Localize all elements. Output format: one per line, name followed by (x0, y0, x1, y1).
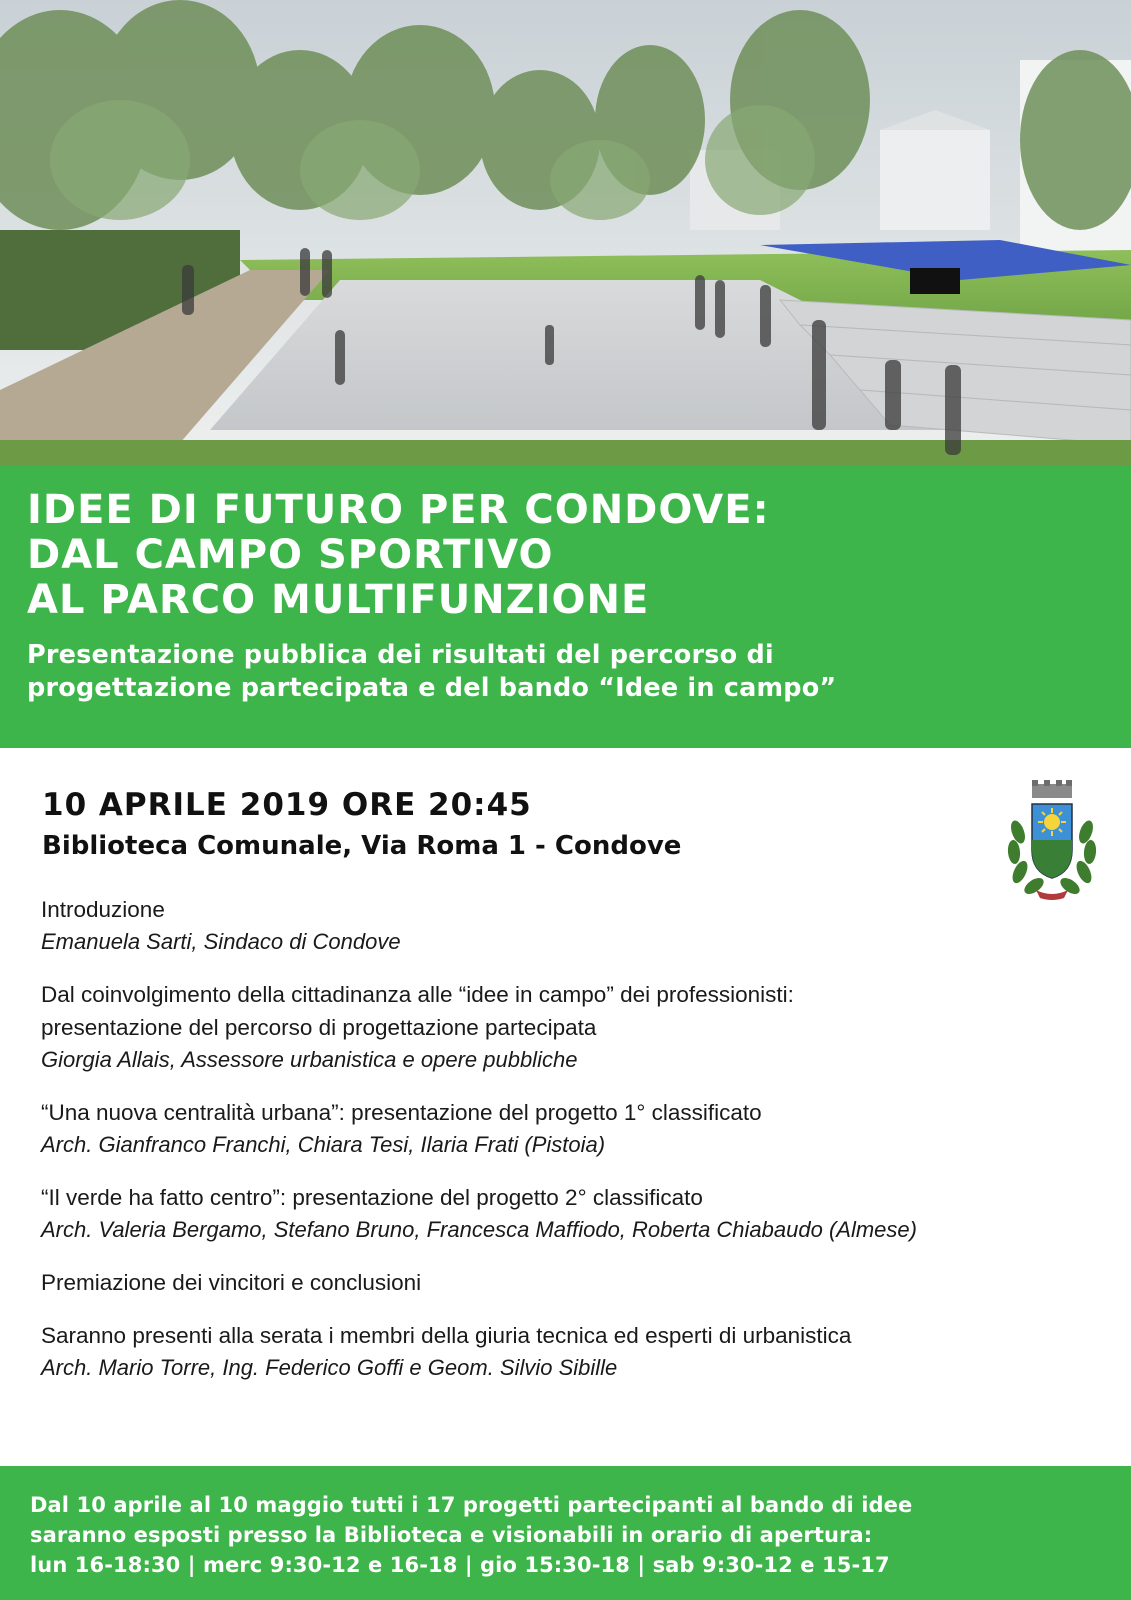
programme-item-title: Saranno presenti alla serata i membri della giuria tecnica ed esperti di urbanistica (41, 1323, 852, 1348)
title-band (0, 466, 1131, 748)
exhibition-info-line: saranno esposti presso la Biblioteca e visionabili in orario di apertura: (30, 1523, 873, 1547)
event-title-line: AL PARCO MULTIFUNZIONE (27, 577, 650, 623)
event-subtitle-line: progettazione partecipata e del bando “Idee in campo” (27, 673, 837, 703)
programme-item-title: Premiazione dei vincitori e conclusioni (41, 1270, 422, 1295)
programme-item (41, 1096, 1101, 1161)
park-rendering-image (0, 0, 1131, 466)
municipal-crest-icon (1002, 780, 1102, 902)
programme-item (41, 893, 1101, 958)
programme-item-title: Introduzione (41, 897, 165, 922)
programme-item-speaker: Emanuela Sarti, Sindaco di Condove (41, 929, 401, 954)
programme-item-title: Dal coinvolgimento della cittadinanza alle “idee in campo” dei professionisti: (41, 982, 794, 1007)
programme-item (41, 1319, 1101, 1384)
programme-item-speaker: Giorgia Allais, Assessore urbanistica e opere pubbliche (41, 1047, 578, 1072)
programme-item-title: “Il verde ha fatto centro”: presentazione del progetto 2° classificato (41, 1185, 703, 1210)
programme-item-speaker: Arch. Valeria Bergamo, Stefano Bruno, Francesca Maffiodo, Roberta Chiabaudo (Almese) (41, 1217, 917, 1242)
event-subtitle-line: Presentazione pubblica dei risultati del percorso di (27, 640, 774, 670)
programme-item (41, 978, 1101, 1076)
programme-item-speaker: Arch. Mario Torre, Ing. Federico Goffi e Geom. Silvio Sibille (41, 1355, 618, 1380)
event-title (27, 488, 1131, 623)
programme-item-title: presentazione del percorso di progettazione partecipata (41, 1015, 597, 1040)
event-date: 10 APRILE 2019 ORE 20:45 (42, 787, 532, 823)
event-title-line: IDEE DI FUTURO PER CONDOVE: (27, 487, 770, 533)
programme-item (41, 1266, 1101, 1299)
programme-item (41, 1181, 1101, 1246)
programme-list (41, 893, 1101, 1404)
exhibition-info-line: Dal 10 aprile al 10 maggio tutti i 17 progetti partecipanti al bando di idee (30, 1493, 913, 1517)
event-title-line: DAL CAMPO SPORTIVO (27, 532, 554, 578)
event-place: Biblioteca Comunale, Via Roma 1 - Condove (42, 831, 682, 861)
programme-item-title: “Una nuova centralità urbana”: presentazione del progetto 1° classificato (41, 1100, 762, 1125)
opening-hours-line: lun 16-18:30 | merc 9:30-12 e 16-18 | gio 15:30-18 | sab 9:30-12 e 15-17 (30, 1553, 890, 1577)
event-subtitle (27, 639, 1131, 705)
programme-item-speaker: Arch. Gianfranco Franchi, Chiara Tesi, Ilaria Frati (Pistoia) (41, 1132, 606, 1157)
exhibition-info-band (0, 1466, 1131, 1600)
